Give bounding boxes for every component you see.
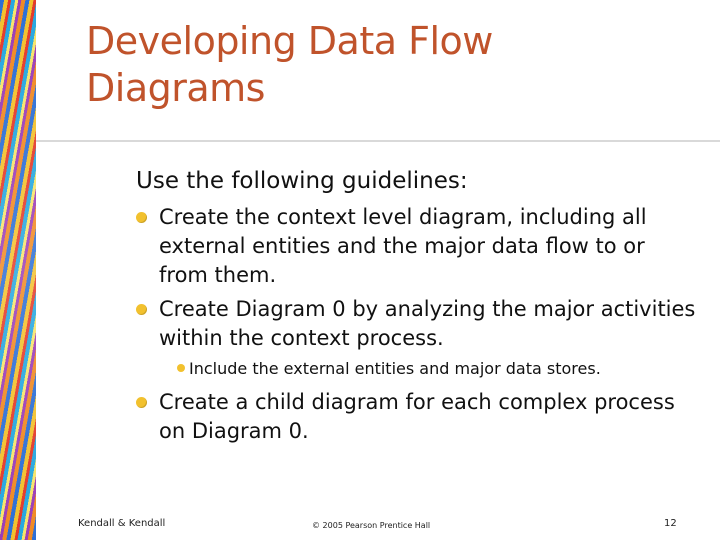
footer-copyright: © 2005 Pearson Prentice Hall (312, 521, 431, 530)
sub-bullet-dot-icon (177, 364, 185, 372)
bullet-text (159, 203, 711, 290)
bullet-line: from them. (159, 263, 277, 287)
slide-title (86, 18, 686, 112)
bullet-line: Create Diagram 0 by analyzing the major activities (159, 297, 696, 321)
bullet-dot-icon (136, 304, 147, 315)
sub-bullet-text: Include the external entities and major data stores. (189, 359, 601, 378)
bullet-line: Create the context level diagram, including all (159, 205, 647, 229)
bullet-item-1 (136, 203, 711, 293)
sub-bullet-item (177, 359, 677, 381)
bullet-line: on Diagram 0. (159, 419, 309, 443)
bullet-item-3 (136, 388, 711, 448)
bullet-item-2 (136, 295, 711, 355)
bullet-line: within the context process. (159, 326, 444, 350)
bullet-line: Create a child diagram for each complex process (159, 390, 675, 414)
bullet-dot-icon (136, 212, 147, 223)
footer-author: Kendall & Kendall (78, 518, 166, 529)
bullet-text (159, 388, 711, 446)
slide-title-line-2: Diagrams (86, 66, 265, 110)
intro-text: Use the following guidelines: (136, 168, 468, 194)
bullet-dot-icon (136, 397, 147, 408)
bullet-line: external entities and the major data flow to or (159, 234, 645, 258)
slide-title-line-1: Developing Data Flow (86, 19, 493, 63)
bullet-text (159, 295, 711, 353)
title-divider (36, 140, 720, 142)
footer-page-number: 12 (664, 518, 677, 529)
decorative-stripe-band (0, 0, 36, 540)
